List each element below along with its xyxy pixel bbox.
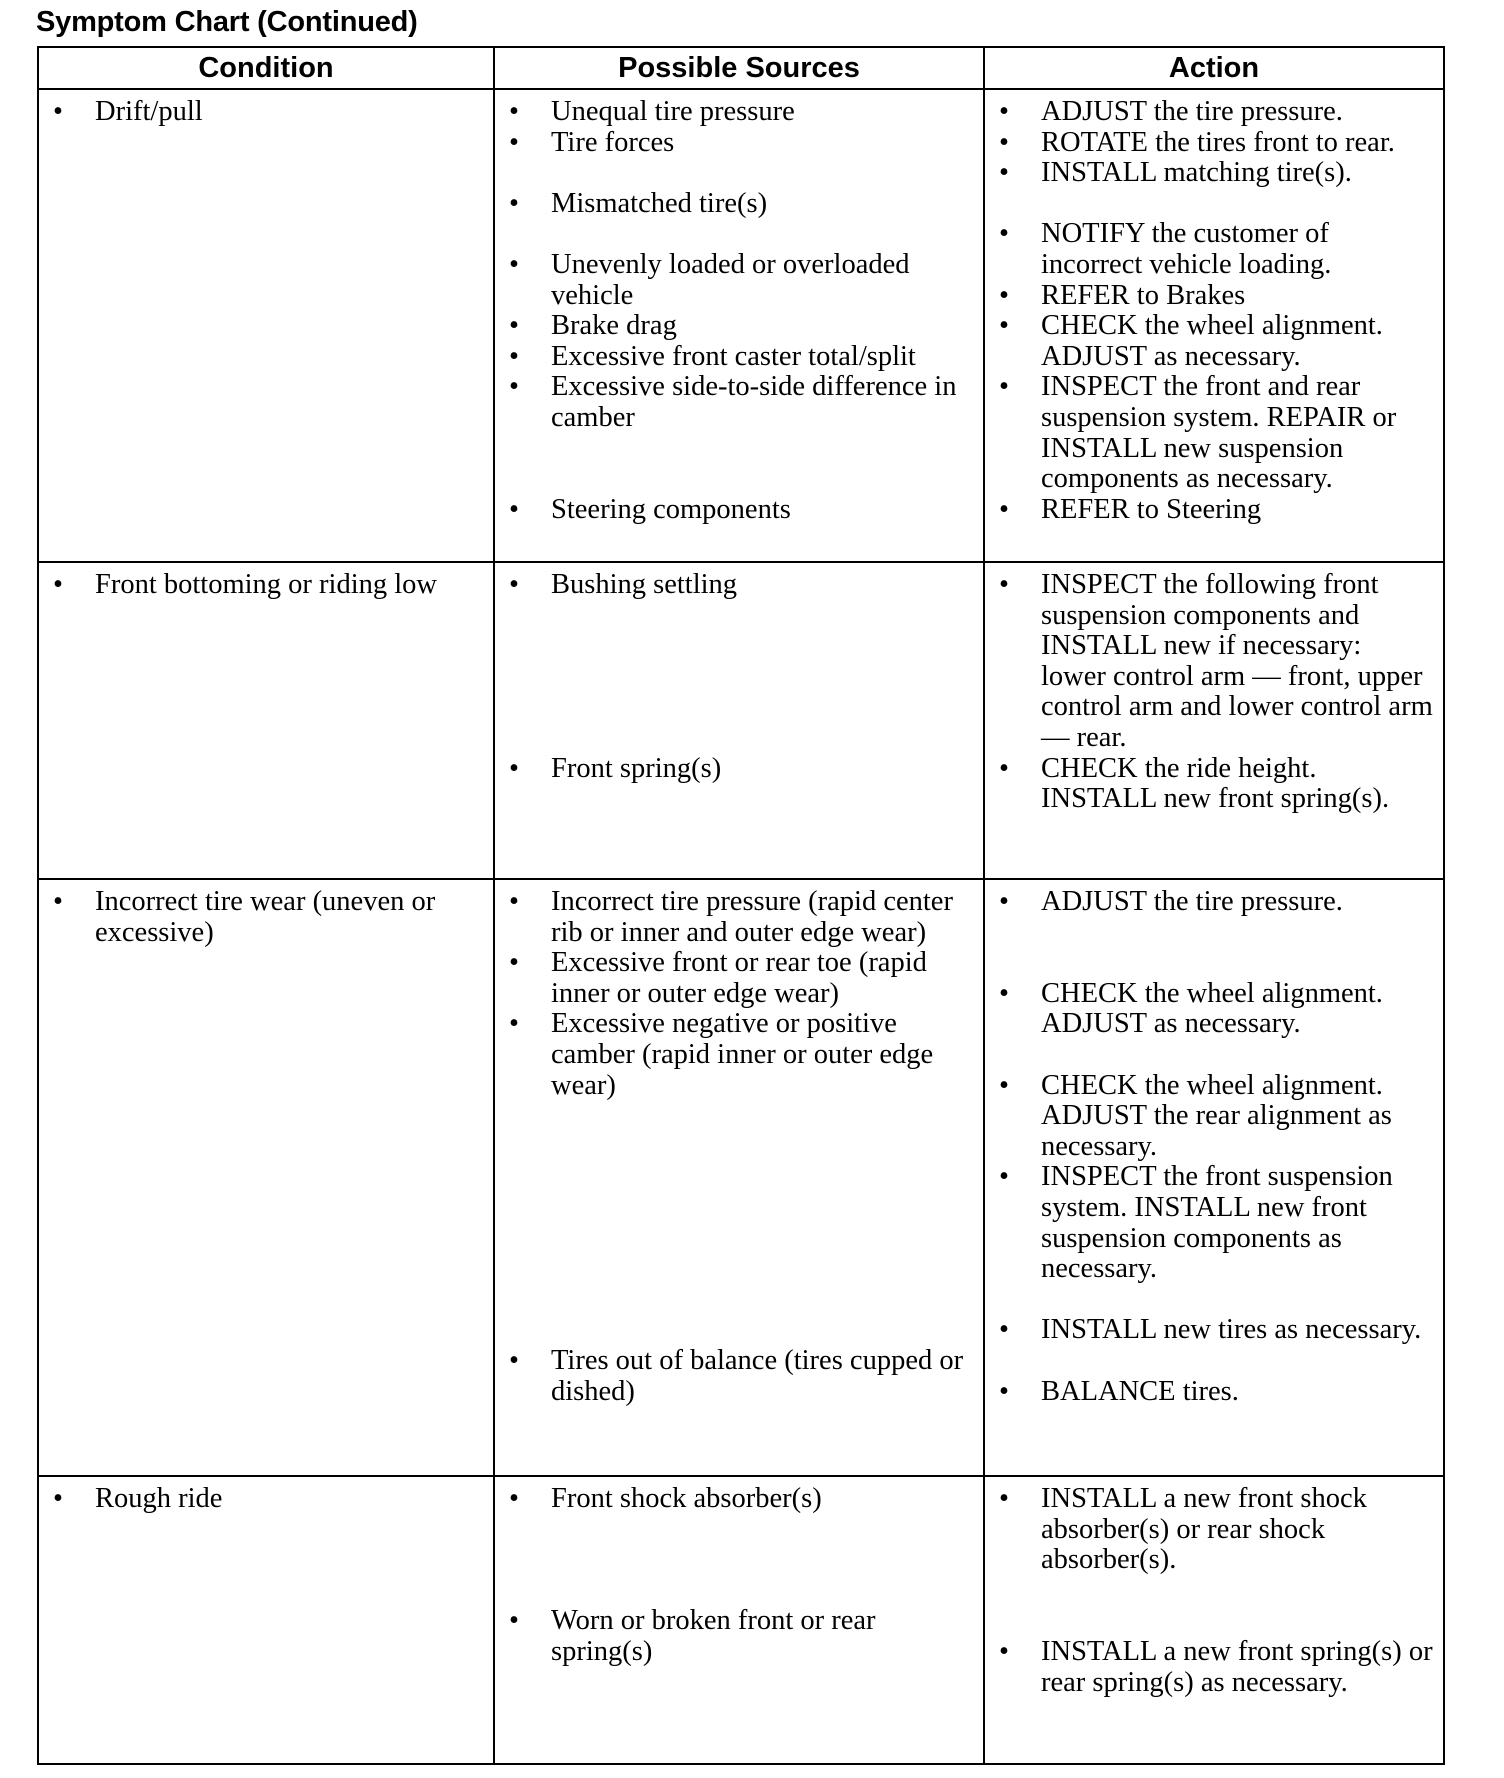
condition-item: • Rough ride: [49, 1484, 483, 1515]
action-item: • INSTALL a new front shock absorber(s) or rear shock absorber(s).: [995, 1484, 1433, 1576]
column-header-action: Action: [984, 47, 1444, 89]
action-item: • INSPECT the following front suspension components and INSTALL new if necessary: lower control arm — front, upper control arm and lower control arm — rear.: [995, 570, 1433, 754]
action-item: • NOTIFY the customer of incorrect vehicle loading.: [995, 219, 1433, 280]
action-item: • CHECK the wheel alignment. ADJUST as necessary.: [995, 311, 1433, 372]
source-item: • Unequal tire pressure: [505, 97, 973, 128]
source-item: • Front spring(s): [505, 754, 973, 785]
action-item: • CHECK the ride height. INSTALL new front spring(s).: [995, 754, 1433, 815]
source-item: • Tire forces: [505, 128, 973, 159]
sources-cell: [494, 89, 984, 562]
sources-cell: [494, 879, 984, 1476]
source-item: • Front shock absorber(s): [505, 1484, 973, 1515]
action-item: • INSTALL matching tire(s).: [995, 158, 1433, 189]
action-item: • REFER to Steering: [995, 495, 1433, 526]
action-item: • INSPECT the front suspension system. INSTALL new front suspension components as necessary.: [995, 1162, 1433, 1284]
source-item: • Excessive side-to-side difference in camber: [505, 372, 973, 433]
action-item: • REFER to Brakes: [995, 281, 1433, 312]
sources-cell: [494, 1476, 984, 1764]
column-header-possible-sources: Possible Sources: [494, 47, 984, 89]
action-cell: [984, 879, 1444, 1476]
column-header-condition: Condition: [38, 47, 494, 89]
action-item: • ROTATE the tires front to rear.: [995, 128, 1433, 159]
symptom-chart-table: [37, 46, 1445, 1765]
page-title: Symptom Chart (Continued): [36, 6, 418, 38]
source-item: • Excessive front caster total/split: [505, 342, 973, 373]
condition-item: • Incorrect tire wear (uneven or excessive): [49, 887, 483, 948]
condition-cell: [38, 89, 494, 562]
action-item: • INSTALL new tires as necessary.: [995, 1315, 1433, 1346]
source-item: • Worn or broken front or rear spring(s): [505, 1606, 973, 1667]
condition-cell: [38, 879, 494, 1476]
source-item: • Incorrect tire pressure (rapid center rib or inner and outer edge wear): [505, 887, 973, 948]
table-row: [38, 89, 1444, 562]
condition-cell: [38, 562, 494, 879]
condition-cell: [38, 1476, 494, 1764]
source-item: • Unevenly loaded or overloaded vehicle: [505, 250, 973, 311]
action-item: • BALANCE tires.: [995, 1377, 1433, 1408]
condition-item: • Drift/pull: [49, 97, 483, 128]
action-cell: [984, 89, 1444, 562]
action-item: • ADJUST the tire pressure.: [995, 97, 1433, 128]
table-row: [38, 879, 1444, 1476]
action-cell: [984, 562, 1444, 879]
source-item: • Excessive front or rear toe (rapid inner or outer edge wear): [505, 948, 973, 1009]
sources-cell: [494, 562, 984, 879]
source-item: • Bushing settling: [505, 570, 973, 601]
table-header-row: [38, 47, 1444, 89]
source-item: • Brake drag: [505, 311, 973, 342]
source-item: • Excessive negative or positive camber (rapid inner or outer edge wear): [505, 1009, 973, 1101]
source-item: • Tires out of balance (tires cupped or dished): [505, 1346, 973, 1407]
condition-item: • Front bottoming or riding low: [49, 570, 483, 601]
action-item: • ADJUST the tire pressure.: [995, 887, 1433, 918]
action-item: • INSTALL a new front spring(s) or rear spring(s) as necessary.: [995, 1637, 1433, 1698]
action-item: • CHECK the wheel alignment. ADJUST the rear alignment as necessary.: [995, 1071, 1433, 1163]
table-row: [38, 562, 1444, 879]
source-item: • Mismatched tire(s): [505, 189, 973, 220]
action-item: • INSPECT the front and rear suspension system. REPAIR or INSTALL new suspension components as necessary.: [995, 372, 1433, 494]
action-cell: [984, 1476, 1444, 1764]
source-item: • Steering components: [505, 495, 973, 526]
table-row: [38, 1476, 1444, 1764]
action-item: • CHECK the wheel alignment. ADJUST as necessary.: [995, 979, 1433, 1040]
